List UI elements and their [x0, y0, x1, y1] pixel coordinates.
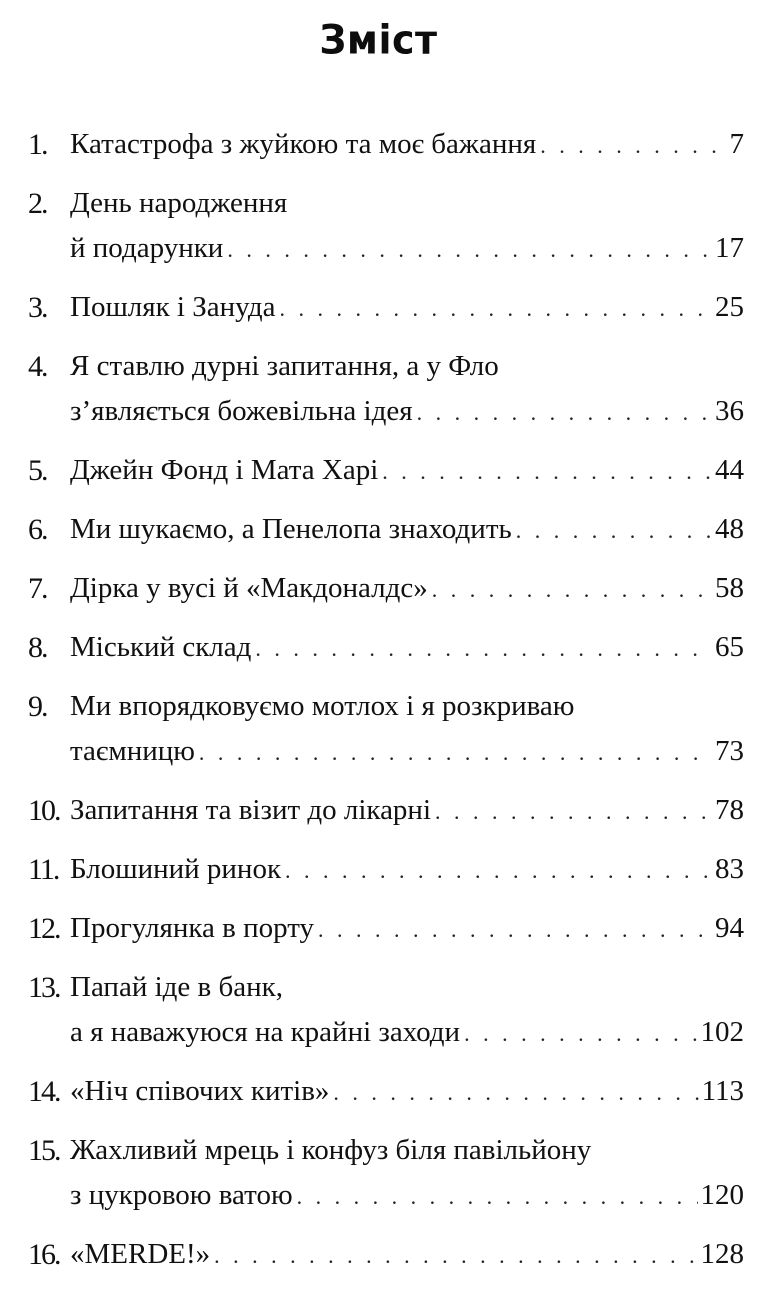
entry-title: «Ніч співочих китів»	[70, 1075, 330, 1107]
entry-page: 102	[700, 1016, 744, 1048]
entry-number: 14.	[28, 1075, 60, 1108]
entry-page: 7	[729, 128, 744, 160]
entry-title: «MERDE!»	[70, 1238, 211, 1270]
entry-page: 113	[701, 1075, 744, 1107]
toc-entry	[28, 788, 744, 834]
toc-entry	[28, 566, 744, 612]
entry-title: Прогулянка в порту	[70, 912, 315, 944]
entry-number: 8.	[28, 631, 47, 664]
toc-entry	[28, 285, 744, 331]
toc-entry	[28, 906, 744, 952]
dot-leader	[464, 1011, 697, 1056]
entry-page: 44	[715, 454, 744, 486]
entry-page: 94	[715, 912, 744, 944]
entry-number: 15.	[28, 1134, 60, 1167]
entry-number: 6.	[28, 513, 47, 546]
entry-title: Катастрофа з жуйкою та моє бажання	[70, 128, 537, 160]
dot-leader	[297, 1174, 698, 1219]
entry-title-line-2: а я наважуюся на крайні заходи	[70, 1016, 461, 1048]
entry-title-line-1: Ми впорядковуємо мотлох і я розкриваю	[70, 690, 575, 722]
toc-entry	[28, 625, 744, 671]
dot-leader	[540, 123, 726, 168]
dot-leader	[279, 286, 712, 331]
toc-entry	[28, 1128, 744, 1219]
entry-page: 58	[715, 572, 744, 604]
toc-entry	[28, 847, 744, 893]
toc-entry	[28, 965, 744, 1056]
dot-leader	[432, 567, 712, 612]
entry-title: Міський склад	[70, 631, 252, 663]
entry-number: 13.	[28, 971, 60, 1004]
entry-title-line-1: Папай іде в банк,	[70, 971, 283, 1003]
dot-leader	[227, 227, 712, 272]
dot-leader	[199, 730, 712, 775]
entry-page: 120	[700, 1179, 744, 1211]
toc-entry	[28, 122, 744, 168]
dot-leader	[417, 390, 712, 435]
table-of-contents	[28, 122, 744, 1291]
entry-title: Блошиний ринок	[70, 853, 282, 885]
entry-number: 9.	[28, 690, 47, 723]
entry-title-line-2: таємницю	[70, 735, 195, 767]
entry-page: 128	[700, 1238, 744, 1270]
entry-number: 16.	[28, 1238, 60, 1271]
entry-number: 11.	[28, 853, 59, 886]
dot-leader	[255, 626, 712, 671]
dot-leader	[318, 907, 712, 952]
entry-title-line-1: День народження	[70, 187, 288, 219]
toc-entry	[28, 684, 744, 775]
dot-leader	[382, 449, 712, 494]
dot-leader	[516, 508, 712, 553]
entry-number: 2.	[28, 187, 47, 220]
dot-leader	[285, 848, 712, 893]
entry-page: 65	[715, 631, 744, 663]
entry-page: 36	[715, 395, 744, 427]
toc-entry	[28, 1232, 744, 1278]
entry-title: Джейн Фонд і Мата Харі	[70, 454, 379, 486]
entry-title-line-2: з цукровою ватою	[70, 1179, 293, 1211]
entry-title-line-2: й подарунки	[70, 232, 224, 264]
entry-page: 48	[715, 513, 744, 545]
toc-entry	[28, 344, 744, 435]
entry-number: 10.	[28, 794, 60, 827]
toc-entry	[28, 507, 744, 553]
entry-title: Пошляк і Зануда	[70, 291, 276, 323]
dot-leader	[333, 1070, 698, 1115]
entry-number: 1.	[28, 128, 47, 161]
dot-leader	[435, 789, 712, 834]
entry-title: Ми шукаємо, а Пенелопа знаходить	[70, 513, 512, 545]
page-title: Зміст	[319, 16, 438, 64]
entry-title: Дірка у вусі й «Макдоналдс»	[70, 572, 428, 604]
entry-number: 4.	[28, 350, 47, 383]
entry-page: 78	[715, 794, 744, 826]
entry-page: 83	[715, 853, 744, 885]
entry-title-line-1: Жахливий мрець і конфуз біля павільйону	[70, 1134, 592, 1166]
entry-title-line-2: з’являється божевільна ідея	[70, 395, 413, 427]
entry-number: 3.	[28, 291, 47, 324]
dot-leader	[214, 1233, 697, 1278]
entry-page: 73	[715, 735, 744, 767]
entry-page: 25	[715, 291, 744, 323]
entry-page: 17	[715, 232, 744, 264]
entry-number: 7.	[28, 572, 47, 605]
toc-entry	[28, 448, 744, 494]
entry-number: 12.	[28, 912, 60, 945]
entry-number: 5.	[28, 454, 47, 487]
entry-title: Запитання та візит до лікарні	[70, 794, 432, 826]
toc-entry	[28, 1069, 744, 1115]
entry-title-line-1: Я ставлю дурні запитання, а у Фло	[70, 350, 499, 382]
toc-entry	[28, 181, 744, 272]
